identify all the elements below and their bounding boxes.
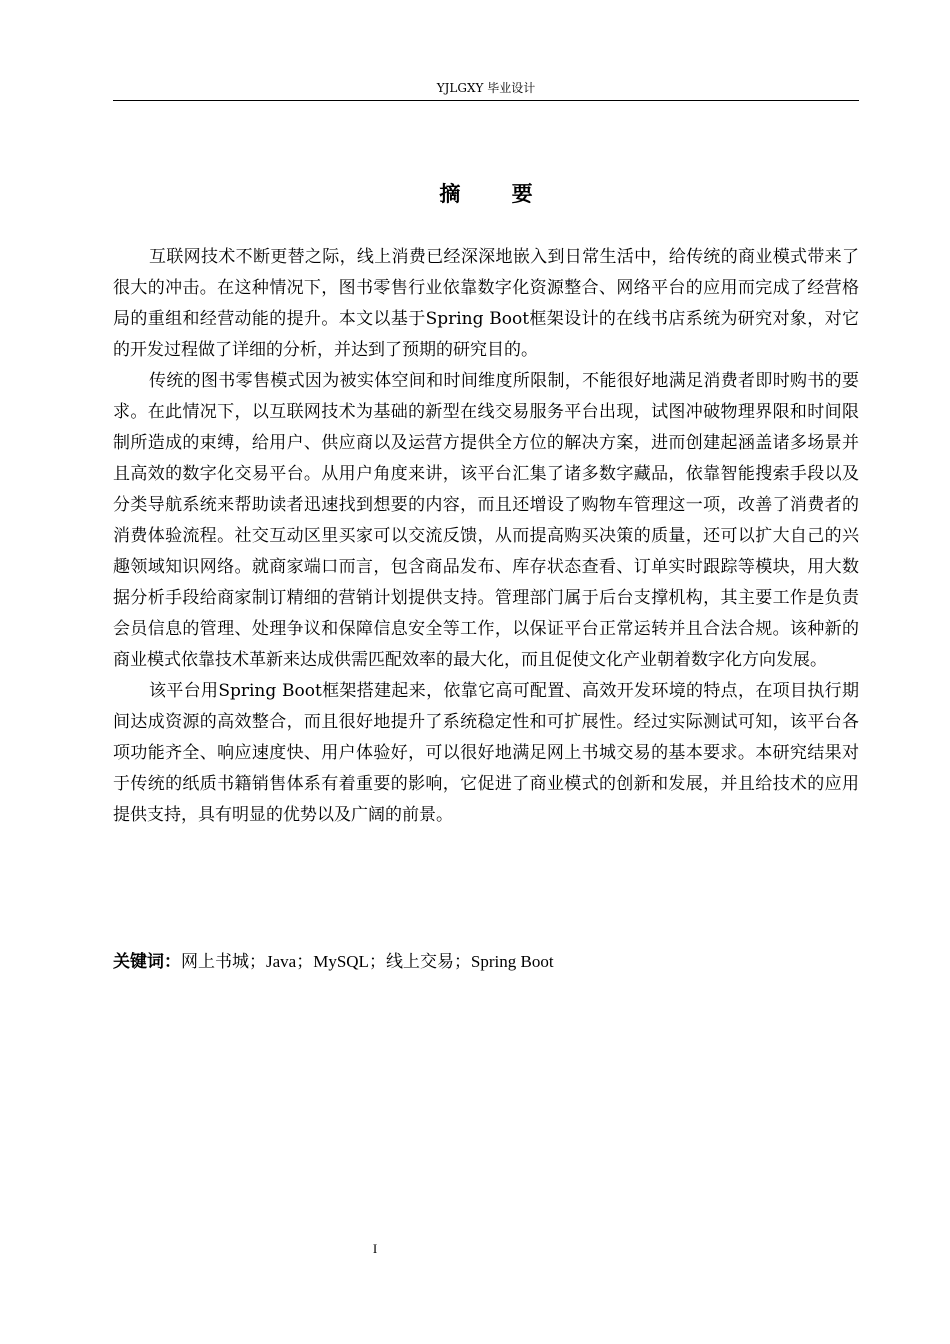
abstract-paragraph-2: 传统的图书零售模式因为被实体空间和时间维度所限制，不能很好地满足消费者即时购书的要求。在此情况下，以互联网技术为基础的新型在线交易服务平台出现，试图冲破物理界限和时间限制所造成的束缚，给用户、供应商以及运营方提供全方位的解决方案，进而创建起涵盖诸多场景并且高效的数字化交易平台。从用户角度来讲，该平台汇集了诸多数字藏品，依靠智能搜索手段以及分类导航系统来帮助读者迅速找到想要的内容，而且还增设了购物车管理这一项，改善了消费者的消费体验流程。社交互动区里买家可以交流反馈，从而提高购买决策的质量，还可以扩大自己的兴趣领域知识网络。就商家端口而言，包含商品发布、库存状态查看、订单实时跟踪等模块，用大数据分析手段给商家制订精细的营销计划提供支持。管理部门属于后台支撑机构，其主要工作是负责会员信息的管理、处理争议和保障信息安全等工作，以保证平台正常运转并且合法合规。该种新的商业模式依靠技术革新来达成供需匹配效率的最大化，而且促使文化产业朝着数字化方向发展。 [113,371,859,670]
page-header [113,78,859,101]
abstract-paragraph-1: 互联网技术不断更替之际，线上消费已经深深地嵌入到日常生活中，给传统的商业模式带来了很大的冲击。在这种情况下，图书零售行业依靠数字化资源整合、网络平台的应用而完成了经营格局的重组和经营动能的提升。本文以基于Spring Boot框架设计的在线书店系统为研究对象，对它的开发过程做了详细的分析，并达到了预期的研究目的。 [113,247,859,360]
page-number: I [372,1241,378,1256]
keywords-label: 关键词： [113,952,181,972]
abstract-paragraph-3: 该平台用Spring Boot框架搭建起来，依靠它高可配置、高效开发环境的特点，在项目执行期间达成资源的高效整合，而且很好地提升了系统稳定性和可扩展性。经过实际测试可知，该平台各项功能齐全、响应速度快、用户体验好，可以很好地满足网上书城交易的基本要求。本研究结果对于传统的纸质书籍销售体系有着重要的影响，它促进了商业模式的创新和发展，并且给技术的应用提供支持，具有明显的优势以及广阔的前景。 [113,681,859,825]
keywords-value: 网上书城；Java；MySQL；线上交易；Spring Boot [181,952,554,971]
abstract-body [113,242,859,831]
abstract-title: 摘 要 [439,181,555,206]
keywords-line [113,948,859,976]
header-text: YJLGXY 毕业设计 [436,81,536,95]
